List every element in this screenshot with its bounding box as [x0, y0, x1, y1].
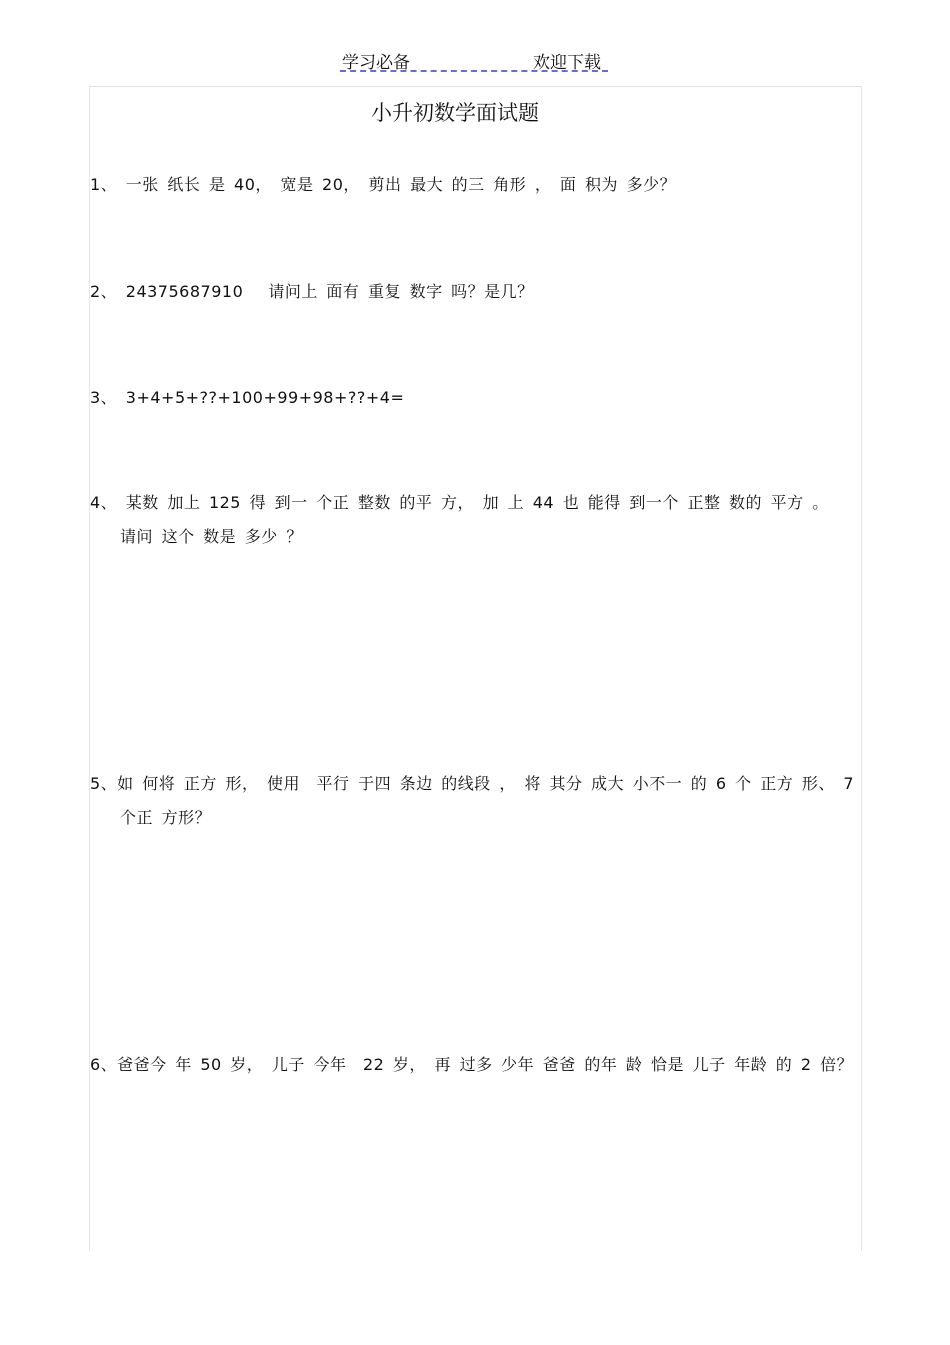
question-2-text: 2、 24375687910 请问上 面有 重复 数字 吗？是几？ [90, 282, 534, 301]
question-2 [90, 275, 865, 309]
header-underline [340, 70, 608, 72]
question-1 [90, 168, 865, 202]
question-4-text: 4、 某数 加上 125 得 到一 个正 整数 的平 方， 加 上 44 也 能得 到一个 正整 数的 平方 。 [90, 493, 829, 512]
question-3-text: 3、 3+4+5+??+100+99+98+??+4= [90, 388, 405, 407]
question-5-text: 5、如 何将 正方 形， 使用 平行 于四 条边 的线段 ， 将 其分 成大 小不一 的 6 个 正方 形、 7 [90, 774, 855, 793]
question-3 [90, 381, 865, 415]
question-4 [90, 486, 865, 554]
header-left-text: 学习必备 [342, 53, 410, 73]
question-5 [90, 767, 865, 835]
header-right-text: 欢迎下载 [533, 53, 601, 73]
page-header [0, 46, 950, 76]
question-6 [90, 1048, 865, 1082]
document-title: 小升初数学面试题 [371, 101, 539, 125]
question-5-continuation: 个正 方形？ [120, 808, 212, 827]
question-6-text: 6、爸爸今 年 50 岁， 儿子 今年 22 岁， 再 过多 少年 爸爸 的年 龄 恰是 儿子 年龄 的 2 倍？ [90, 1055, 854, 1074]
question-4-continuation: 请问 这个 数是 多少 ？ [120, 527, 303, 546]
question-1-text: 1、 一张 纸长 是 40， 宽是 20， 剪出 最大 的三 角形 ， 面 积为 多少？ [90, 175, 677, 194]
